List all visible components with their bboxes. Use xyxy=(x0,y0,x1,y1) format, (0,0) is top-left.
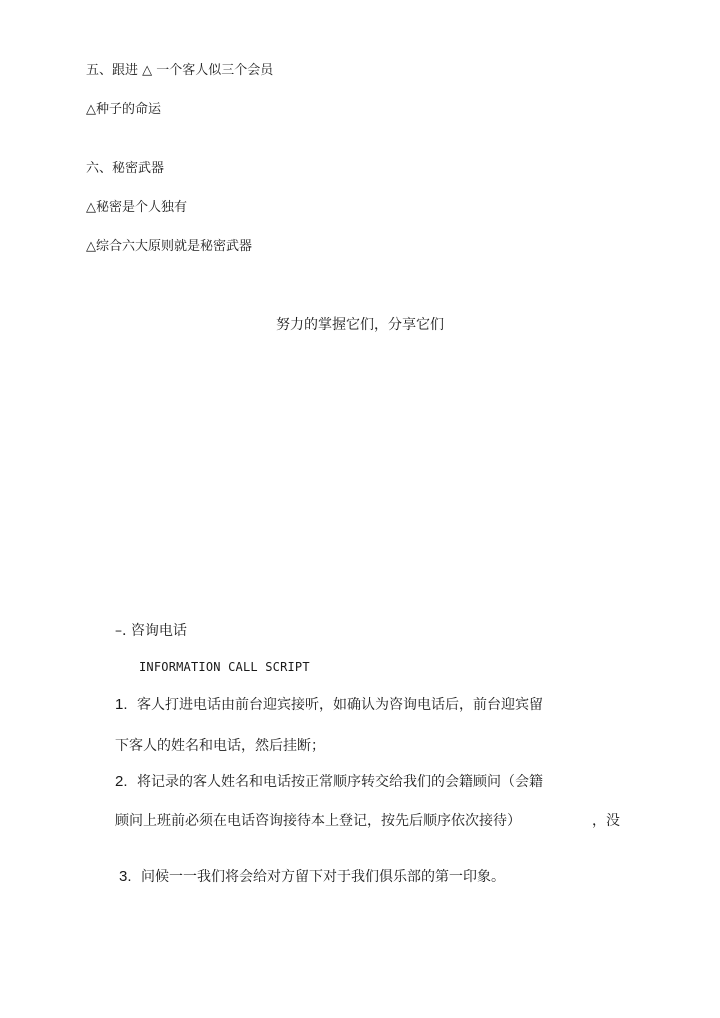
step-2 xyxy=(115,773,543,791)
section-6-item: △秘密是个人独有 xyxy=(86,200,187,215)
section-5-heading: 五、跟进 △ 一个客人似三个会员 xyxy=(86,63,274,78)
section-6-item: △综合六大原则就是秘密武器 xyxy=(86,239,252,254)
call-section-heading: –. 咨询电话 xyxy=(115,623,187,639)
script-title: INFORMATION CALL SCRIPT xyxy=(139,660,310,674)
section-5-subpoint: △种子的命运 xyxy=(86,102,161,117)
step-text: 将记录的客人姓名和电话按正常顺序转交给我们的会籍顾问（会籍 xyxy=(137,774,543,790)
step-3 xyxy=(119,868,505,886)
step-2-tail: ，没 xyxy=(592,813,620,829)
step-text: 问候一一我们将会给对方留下对于我们俱乐部的第一印象。 xyxy=(141,869,505,885)
section-6-heading: 六、秘密武器 xyxy=(86,161,165,176)
step-number: 2. xyxy=(115,773,128,790)
step-2-continued: 顾问上班前必须在电话咨询接待本上登记，按先后顺序依次接待） xyxy=(115,813,521,829)
step-number: 1. xyxy=(115,696,128,713)
step-text: 客人打进电话由前台迎宾接听，如确认为咨询电话后，前台迎宾留 xyxy=(137,697,543,713)
center-motto: 努力的掌握它们，分享它们 xyxy=(276,317,444,333)
step-1 xyxy=(115,696,543,714)
step-1-continued: 下客人的姓名和电话，然后挂断； xyxy=(115,738,325,754)
step-number: 3. xyxy=(119,868,132,885)
